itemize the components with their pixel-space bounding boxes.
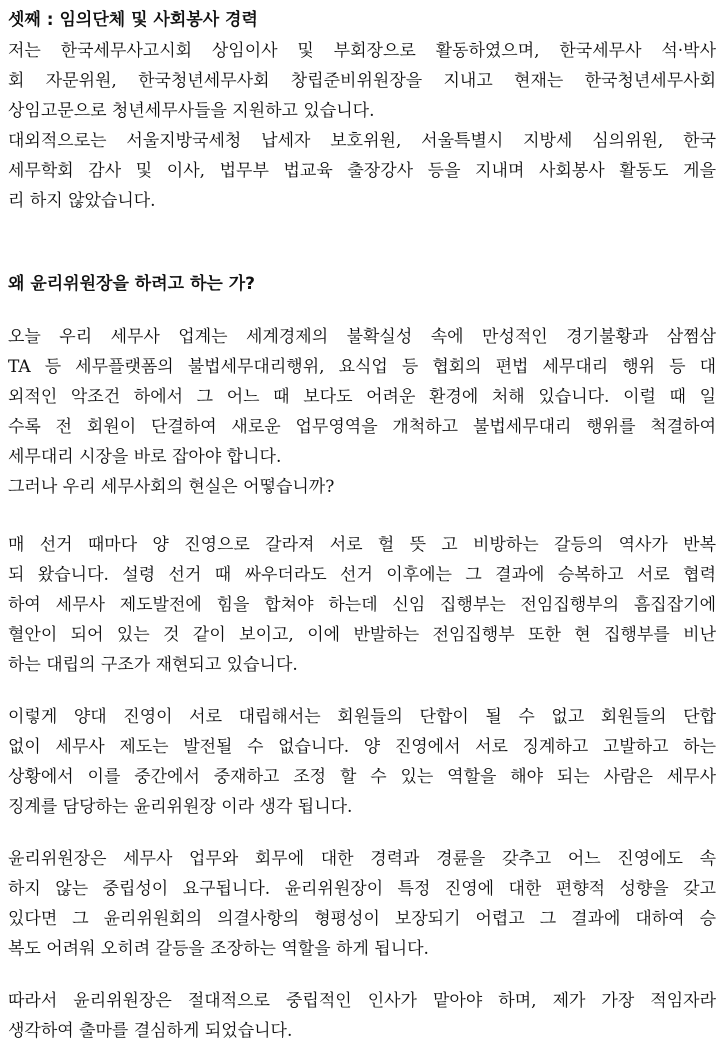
text-line: 하여 세무사 제도발전에 힘을 합쳐야 하는데 신임 집행부는 전임집행부의 흠집잡기에: [8, 595, 716, 615]
text-line: 회 자문위원, 한국청년세무사회 창립준비위원장을 지내고 현재는 한국청년세무사회: [8, 71, 716, 91]
text-line: 세무대리 시장을 바로 잡아야 합니다.: [8, 447, 282, 467]
text-line: 혈안이 되어 있는 것 같이 보이고, 이에 반발하는 전임집행부 또한 현 집행부를 비난: [8, 625, 716, 645]
paragraph-association-roles: [8, 36, 716, 126]
text-line: 하지 않는 중립성이 요구됩니다. 윤리위원장이 특정 진영에 대한 편향적 성향을 갖고: [8, 879, 716, 899]
text-line: 징계를 담당하는 윤리위원장 이라 생각 됩니다.: [8, 797, 353, 817]
section-heading-why-ethics-chair: 왜 윤리위원장을 하려고 하는 가?: [8, 274, 256, 294]
text-line: 따라서 윤리위원장은 절대적으로 중립적인 인사가 맡아야 하며, 제가 가장 적임자라: [8, 991, 716, 1011]
text-line: 되 왔습니다. 설령 선거 때 싸우더라도 선거 이후에는 그 결과에 승복하고 서로 협력: [8, 565, 716, 585]
paragraph-mediation-role: [8, 702, 716, 822]
paragraph-election-conflict: [8, 530, 716, 680]
section-heading-activities: 셋째 : 임의단체 및 사회봉사 경력: [8, 10, 258, 30]
text-line: TA 등 세무플랫폼의 불법세무대리행위, 요식업 등 협회의 편법 세무대리 행위 등 대: [8, 357, 716, 377]
text-line: 대외적으로는 서울지방국세청 납세자 보호위원, 서울특별시 지방세 심의위원, 한국: [8, 131, 716, 151]
paragraph-industry-situation: [8, 322, 716, 502]
text-line: 세무학회 감사 및 이사, 법무부 법교육 출장강사 등을 지내며 사회봉사 활동도 게을: [8, 161, 716, 181]
text-line: 매 선거 때마다 양 진영으로 갈라져 서로 헐 뜻 고 비방하는 갈등의 역사가 반복: [8, 535, 716, 555]
text-line: 그러나 우리 세무사회의 현실은 어떻습니까?: [8, 477, 335, 497]
text-line: 외적인 악조건 하에서 그 어느 때 보다도 어려운 환경에 처해 있습니다. 이럴 때 일: [8, 387, 716, 407]
paragraph-candidacy-decision: [8, 986, 716, 1046]
text-line: 하는 대립의 구조가 재현되고 있습니다.: [8, 655, 298, 675]
text-line: 저는 한국세무사고시회 상임이사 및 부회장으로 활동하였으며, 한국세무사 석·박사: [8, 41, 716, 61]
text-line: 수록 전 회원이 단결하여 새로운 업무영역을 개척하고 불법세무대리 행위를 척결하여: [8, 417, 716, 437]
text-line: 상황에서 이를 중간에서 중재하고 조정 할 수 있는 역할을 해야 되는 사람은 세무사: [8, 767, 716, 787]
text-line: 없이 세무사 제도는 발전될 수 없습니다. 양 진영에서 서로 징계하고 고발하고 하는: [8, 737, 716, 757]
text-line: 리 하지 않았습니다.: [8, 191, 156, 211]
text-line: 오늘 우리 세무사 업계는 세계경제의 불확실성 속에 만성적인 경기불황과 삼쩜삼: [8, 327, 716, 347]
text-line: 윤리위원장은 세무사 업무와 회무에 대한 경력과 경륜을 갖추고 어느 진영에도 속: [8, 849, 716, 869]
text-line: 복도 어려워 오히려 갈등을 조장하는 역할을 하게 됩니다.: [8, 939, 429, 959]
text-line: 이렇게 양대 진영이 서로 대립해서는 회원들의 단합이 될 수 없고 회원들의 단합: [8, 707, 716, 727]
text-line: 있다면 그 윤리위원회의 의결사항의 형평성이 보장되기 어렵고 그 결과에 대하여 승: [8, 909, 716, 929]
paragraph-public-service: [8, 126, 716, 216]
paragraph-neutrality-requirement: [8, 844, 716, 964]
text-line: 생각하여 출마를 결심하게 되었습니다.: [8, 1021, 293, 1041]
text-line: 상임고문으로 청년세무사들을 지원하고 있습니다.: [8, 101, 375, 121]
